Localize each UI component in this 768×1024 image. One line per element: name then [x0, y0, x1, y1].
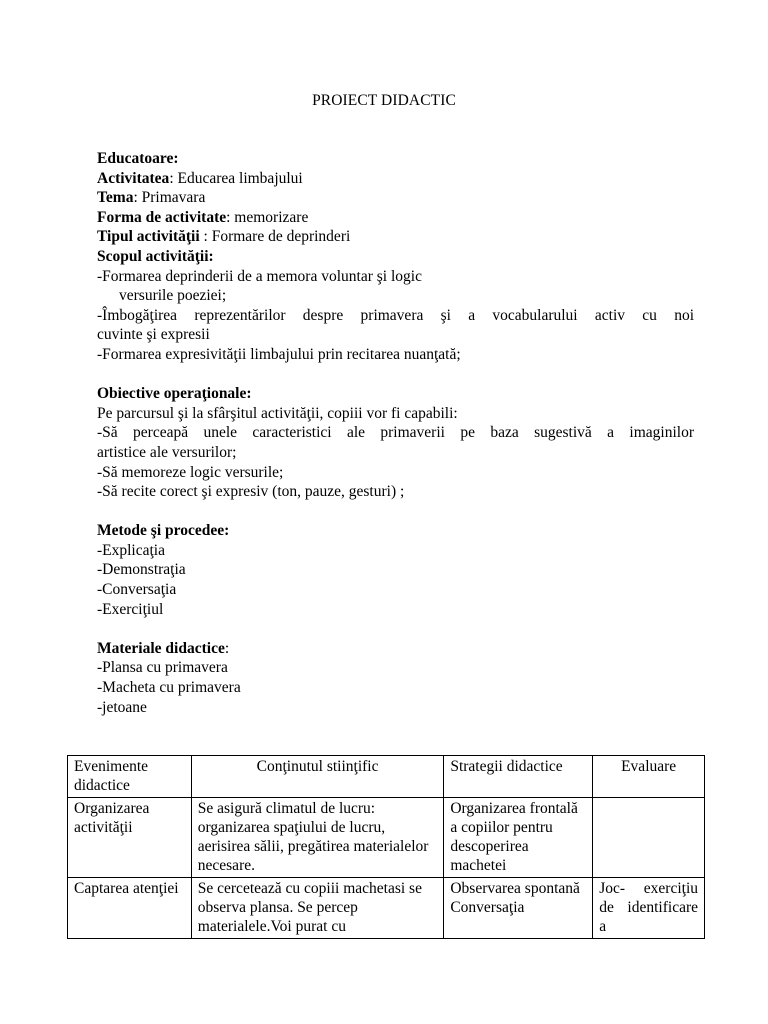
scopul-item-1: -Formarea deprinderii de a memora voluntar şi logic — [97, 267, 422, 285]
table-cell — [593, 798, 705, 878]
obiective-heading: Obiective operaţionale: — [97, 385, 252, 403]
document-title: PROIECT DIDACTIC — [312, 92, 456, 109]
materiale-heading: Materiale didactice: — [97, 639, 230, 657]
tema-line — [97, 188, 694, 208]
obiective-item-1-cont: artistice ale versurilor; — [97, 443, 237, 461]
lesson-table — [67, 755, 705, 939]
scopul-item-2-cont: cuvinte şi expresii — [97, 326, 210, 344]
table-row — [68, 878, 705, 939]
table-cell: Joc- exerciţiu de identificare a — [593, 878, 705, 939]
scopul-heading — [97, 247, 694, 267]
materiale-item: -jetoane — [97, 698, 147, 716]
scopul-item-2: -Îmbogăţirea reprezentărilor despre primavera şi a vocabularului activ cu noi — [97, 306, 694, 324]
scopul-item-3: -Formarea expresivităţii limbajului prin recitarea nuanţată; — [97, 345, 461, 363]
table-cell: Captarea atenţiei — [68, 878, 192, 939]
metode-item: -Explicaţia — [97, 541, 165, 559]
tipul-label: Tipul activităţii — [97, 228, 200, 246]
obiective-intro: Pe parcursul şi la sfârşitul activităţii, copiii vor fi capabili: — [97, 404, 458, 422]
metode-item: -Conversaţia — [97, 581, 177, 599]
forma-value: : memorizare — [226, 208, 309, 226]
table-header-cell: Evaluare — [593, 756, 705, 798]
activitatea-label: Activitatea — [97, 169, 170, 187]
tema-label: Tema — [97, 189, 134, 207]
obiective-item-2: -Să memoreze logic versurile; — [97, 463, 284, 481]
table-cell: Se asigură climatul de lucru: organizarea spaţiului de lucru, aerisirea sălii, pregătirea materialelor necesare. — [191, 798, 444, 878]
table-cell: Organizarea activităţii — [68, 798, 192, 878]
forma-label: Forma de activitate — [97, 208, 227, 226]
scopul-item-1-cont: versurile poeziei; — [119, 287, 227, 305]
activitatea-value: : Educarea limbajului — [169, 169, 303, 187]
tipul-line — [97, 227, 694, 247]
table-header-row — [68, 756, 705, 798]
educatoare-label: Educatoare: — [97, 150, 179, 167]
table-row — [68, 798, 705, 878]
metode-item: -Exerciţiul — [97, 600, 164, 618]
materiale-item: -Macheta cu primavera — [97, 679, 241, 697]
scopul-label: Scopul activităţii: — [97, 247, 214, 265]
activitatea-line — [97, 169, 694, 189]
table-header-cell: Strategii didactice — [444, 756, 593, 798]
table-cell: Organizarea frontală a copiilor pentru descoperirea machetei — [444, 798, 593, 878]
table-header-cell: Conţinutul stiinţific — [191, 756, 444, 798]
table-cell: Se cercetează cu copiii machetasi se observa plansa. Se percep materialele.Voi purat cu — [191, 878, 444, 939]
educatoare-line — [97, 149, 694, 169]
table-cell: Observarea spontană Conversaţia — [444, 878, 593, 939]
forma-line — [97, 208, 694, 228]
obiective-item-1: -Să perceapă unele caracteristici ale primaverii pe baza sugestivă a imaginilor — [97, 424, 694, 442]
materiale-item: -Plansa cu primavera — [97, 659, 228, 677]
document-body — [97, 149, 694, 717]
obiective-item-3: -Să recite corect şi expresiv (ton, pauze, gesturi) ; — [97, 483, 405, 501]
metode-item: -Demonstraţia — [97, 561, 186, 579]
tema-value: : Primavara — [133, 189, 206, 207]
tipul-value: : Formare de deprinderi — [199, 228, 351, 246]
table-header-cell: Evenimente didactice — [68, 756, 192, 798]
metode-heading: Metode şi procedee: — [97, 522, 230, 540]
